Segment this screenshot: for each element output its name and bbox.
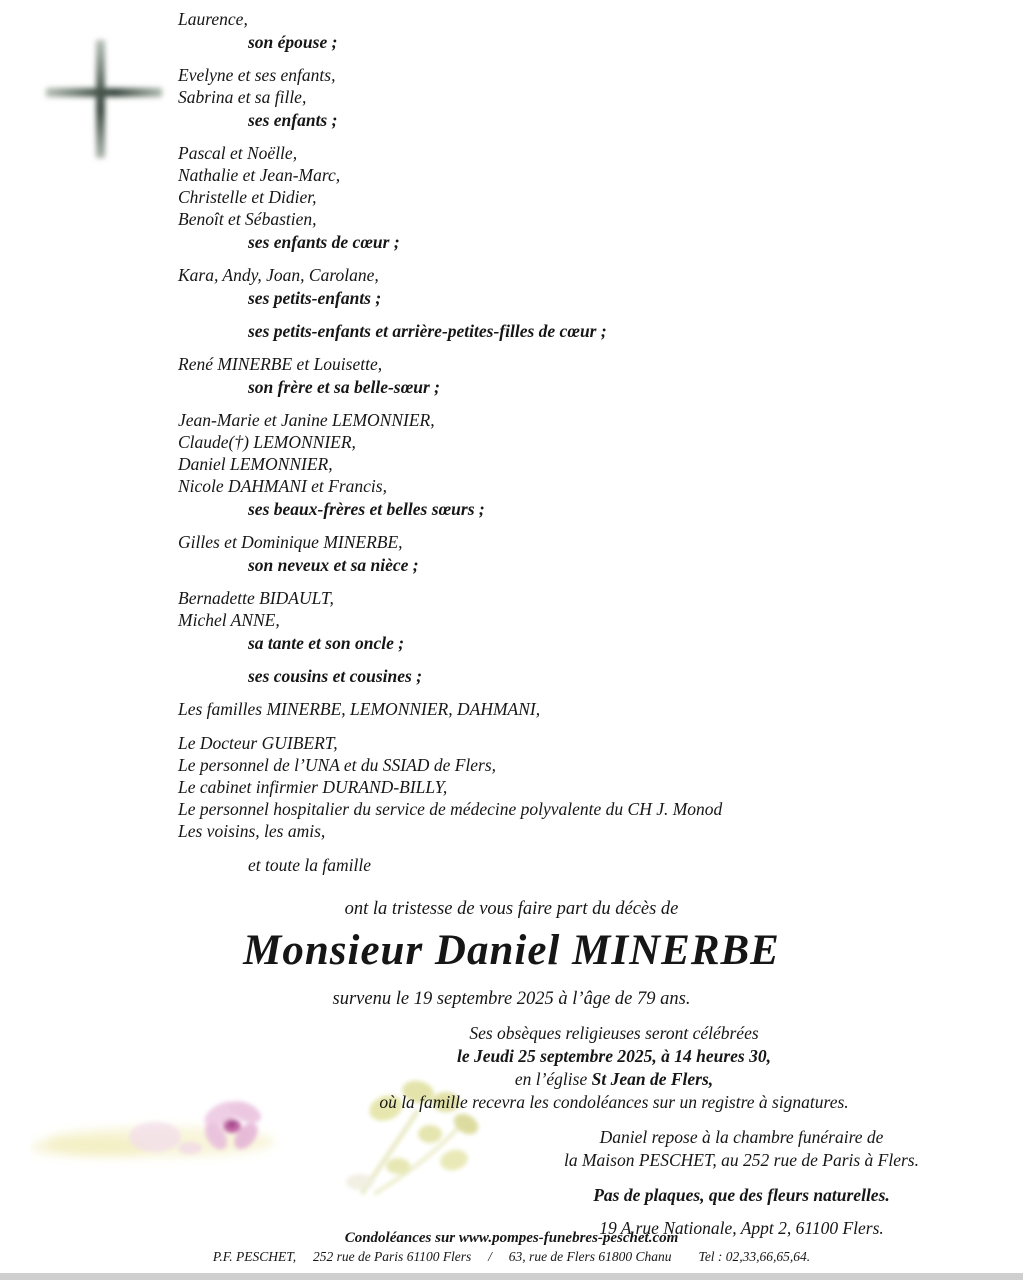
ceremony-line-2: le Jeudi 25 septembre 2025, à 14 heures 30,: [456, 1046, 771, 1066]
family-names: [0, 8, 1023, 30]
family-name-line: Kara, Andy, Joan, Carolane,: [178, 265, 379, 285]
flowers-note: Pas de plaques, que des fleurs naturelles.: [593, 1185, 890, 1205]
repose-line-2: la Maison PESCHET, au 252 rue de Paris à Flers.: [563, 1150, 919, 1170]
family-group: [0, 531, 1023, 576]
funeral-home-details: P.F. PESCHET, 252 rue de Paris 61100 Flers / 63, rue de Flers 61800 Chanu Tel : 02,33,66,65,64.: [212, 1249, 811, 1264]
family-group: [0, 320, 1023, 342]
family-name-line: Sabrina et sa fille,: [178, 87, 307, 107]
acknowledgement-line: Le Docteur GUIBERT,: [178, 733, 338, 753]
family-group: [0, 142, 1023, 253]
footer: [0, 1229, 1023, 1266]
family-relation-label: son neveux et sa nièce ;: [248, 555, 419, 575]
death-date-line: survenu le 19 septembre 2025 à l’âge de 79 ans.: [332, 989, 691, 1009]
family-name-line: Christelle et Didier,: [178, 187, 317, 207]
family-group: [0, 264, 1023, 309]
family-names: [0, 142, 1023, 230]
family-closing: et toute la famille: [248, 855, 371, 875]
address-line: 19 A rue Nationale, Appt 2, 61100 Flers.: [599, 1218, 884, 1238]
family-relation-label: ses enfants de cœur ;: [248, 232, 400, 252]
acknowledgements-list: [0, 732, 1023, 842]
family-relation-label: ses petits-enfants et arrière-petites-filles de cœur ;: [248, 321, 607, 341]
family-name-line: Benoît et Sébastien,: [178, 209, 317, 229]
acknowledgement-line: Le personnel de l’UNA et du SSIAD de Flers,: [178, 755, 497, 775]
family-relation-label: ses cousins et cousines ;: [248, 666, 423, 686]
family-name-line: Claude(†) LEMONNIER,: [178, 432, 356, 452]
family-name-line: Michel ANNE,: [178, 610, 280, 630]
families-line: Les familles MINERBE, LEMONNIER, DAHMANI,: [178, 699, 541, 719]
family-names: [0, 353, 1023, 375]
family-name-line: Daniel LEMONNIER,: [178, 454, 333, 474]
family-relation-label: ses enfants ;: [248, 110, 338, 130]
family-relation-label: ses petits-enfants ;: [248, 288, 382, 308]
family-group: [0, 587, 1023, 654]
condolences-website-line: Condoléances sur www.pompes-funebres-peschet.com: [344, 1230, 679, 1246]
family-name-line: Pascal et Noëlle,: [178, 143, 298, 163]
family-group: [0, 353, 1023, 398]
family-group: [0, 64, 1023, 131]
acknowledgement-line: Le personnel hospitalier du service de médecine polyvalente du CH J. Monod: [178, 799, 723, 819]
family-list: [0, 8, 1023, 687]
ceremony-block: [205, 1022, 1023, 1114]
announcement-line: ont la tristesse de vous faire part du décès de: [344, 899, 679, 919]
family-group: [0, 8, 1023, 53]
family-relation-label: son épouse ;: [248, 32, 338, 52]
family-names: [0, 264, 1023, 286]
family-relation-label: sa tante et son oncle ;: [248, 633, 405, 653]
repose-line-1: Daniel repose à la chambre funéraire de: [599, 1127, 884, 1147]
family-group: [0, 665, 1023, 687]
acknowledgement-line: Le cabinet infirmier DURAND-BILLY,: [178, 777, 448, 797]
ceremony-line-1: Ses obsèques religieuses seront célébrées: [469, 1023, 759, 1043]
family-name-line: Gilles et Dominique MINERBE,: [178, 532, 403, 552]
family-names: [0, 587, 1023, 631]
acknowledgement-line: Les voisins, les amis,: [178, 821, 326, 841]
family-group: [0, 409, 1023, 520]
repose-block: [460, 1126, 1023, 1240]
family-relation-label: ses beaux-frères et belles sœurs ;: [248, 499, 485, 519]
family-name-line: Nathalie et Jean-Marc,: [178, 165, 341, 185]
family-name-line: Jean-Marie et Janine LEMONNIER,: [178, 410, 435, 430]
family-name-line: Evelyne et ses enfants,: [178, 65, 336, 85]
family-names: [0, 64, 1023, 108]
family-relation-label: son frère et sa belle-sœur ;: [248, 377, 440, 397]
family-name-line: Nicole DAHMANI et Francis,: [178, 476, 387, 496]
family-name-line: Laurence,: [178, 9, 248, 29]
family-name-line: René MINERBE et Louisette,: [178, 354, 383, 374]
ceremony-line-3: [205, 1068, 1023, 1091]
family-name-line: Bernadette BIDAULT,: [178, 588, 334, 608]
family-names: [0, 409, 1023, 497]
church-name: St Jean de Flers,: [591, 1069, 714, 1089]
deceased-name: Monsieur Daniel MINERBE: [243, 927, 780, 974]
ceremony-line-4: où la famille recevra les condoléances sur un registre à signatures.: [379, 1092, 849, 1112]
family-names: [0, 531, 1023, 553]
ceremony-line-3-prefix: en l’église: [514, 1069, 592, 1089]
